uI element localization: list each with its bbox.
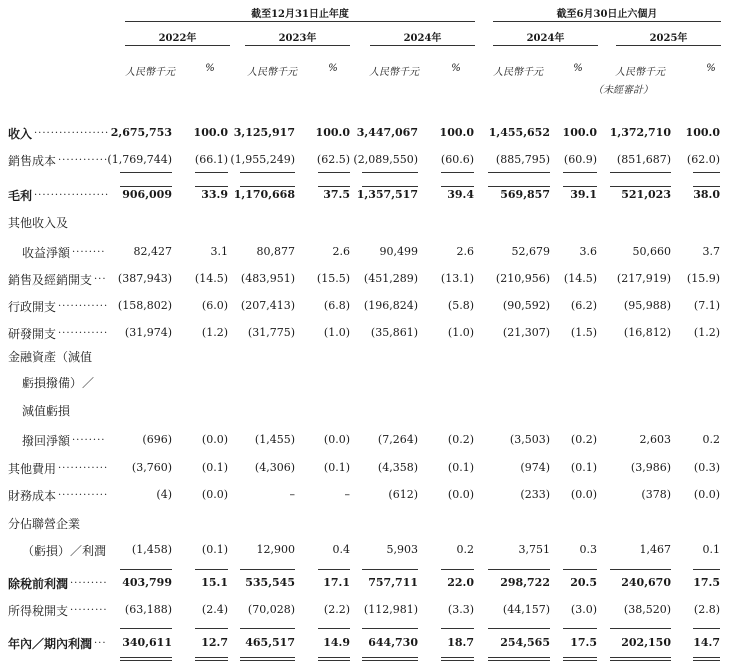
subtotal-rule: [693, 172, 720, 173]
subtotal-rule: [120, 186, 172, 187]
cell-pct-2025-6m: 0.1: [702, 543, 720, 556]
row-label: 財務成本: [8, 489, 57, 503]
cell-amount-2024: 757,711: [368, 576, 418, 589]
cell-amount-2023: (31,775): [247, 326, 295, 339]
total-double-rule: [362, 657, 418, 658]
cell-amount-2022: 82,427: [133, 245, 172, 258]
total-double-rule: [563, 660, 597, 661]
cell-amount-2025-6m: 240,670: [621, 576, 671, 589]
dot-leader: .........: [70, 575, 108, 586]
cell-amount-2023: 535,545: [245, 576, 295, 589]
cell-pct-2023: 0.4: [332, 543, 350, 556]
cell-amount-2023: (1,455): [254, 433, 295, 446]
cell-amount-2022: (63,188): [124, 603, 172, 616]
subtotal-rule: [563, 569, 597, 570]
cell-amount-2022: (1,458): [131, 543, 172, 556]
cell-amount-2024: 3,447,067: [356, 126, 418, 139]
subtotal-rule: [240, 628, 295, 629]
cell-amount-2024: 90,499: [379, 245, 418, 258]
cell-amount-2025-6m: 2,603: [639, 433, 671, 446]
cell-amount-2024: (112,981): [363, 603, 418, 616]
row-label: 所得稅開支: [8, 604, 69, 618]
cell-pct-2022: (0.1): [201, 543, 228, 556]
total-double-rule: [488, 657, 550, 658]
cell-pct-2025-6m: (2.8): [693, 603, 720, 616]
cell-pct-2022: (1.2): [201, 326, 228, 339]
total-double-rule: [195, 657, 228, 658]
cell-pct-2024-6m: (6.2): [570, 299, 597, 312]
subtotal-rule: [362, 569, 418, 570]
total-double-rule: [120, 657, 172, 658]
subtotal-rule: [441, 186, 474, 187]
row-label: 分佔聯營企業: [8, 517, 81, 531]
cell-amount-2025-6m: 521,023: [621, 188, 671, 201]
total-double-rule: [693, 657, 720, 658]
cell-amount-2025-6m: 50,660: [632, 245, 671, 258]
dot-leader: ............: [58, 152, 109, 163]
unit-amount-2025-6m: 人民幣千元: [615, 67, 665, 78]
cell-amount-2023: 3,125,917: [233, 126, 295, 139]
subtotal-rule: [693, 186, 720, 187]
cell-amount-2024-6m: 298,722: [500, 576, 550, 589]
cell-amount-2024-6m: 569,857: [500, 188, 550, 201]
cell-pct-2025-6m: 38.0: [693, 188, 720, 201]
row-label: （虧損）／利潤: [22, 544, 107, 558]
subtotal-rule: [120, 172, 172, 173]
total-double-rule: [240, 657, 295, 658]
cell-pct-2024: 100.0: [439, 126, 474, 139]
cell-amount-2024-6m: (210,956): [495, 272, 550, 285]
cell-amount-2022: (31,974): [124, 326, 172, 339]
subtotal-rule: [563, 628, 597, 629]
cell-pct-2023: –: [344, 488, 350, 501]
cell-amount-2022: 906,009: [122, 188, 172, 201]
dot-leader: ........: [72, 244, 106, 255]
cell-amount-2023: 12,900: [256, 543, 295, 556]
cell-amount-2024: (2,089,550): [353, 153, 418, 166]
unit-amount-2024: 人民幣千元: [369, 67, 419, 78]
cell-amount-2022: 2,675,753: [110, 126, 172, 139]
total-double-rule: [563, 657, 597, 658]
cell-pct-2024: 39.4: [447, 188, 474, 201]
cell-pct-2023: 2.6: [332, 245, 350, 258]
subtotal-rule: [318, 172, 350, 173]
total-double-rule: [441, 660, 474, 661]
cell-amount-2024: 644,730: [368, 636, 418, 649]
cell-pct-2022: 15.1: [201, 576, 228, 589]
dot-leader: ............: [58, 298, 109, 309]
cell-pct-2024-6m: 100.0: [562, 126, 597, 139]
cell-pct-2025-6m: (7.1): [693, 299, 720, 312]
row-label: 毛利: [8, 189, 33, 203]
subtotal-rule: [195, 186, 228, 187]
cell-amount-2023: (207,413): [240, 299, 295, 312]
cell-amount-2022: (696): [142, 433, 172, 446]
cell-pct-2025-6m: (62.0): [686, 153, 720, 166]
cell-pct-2023: (2.2): [323, 603, 350, 616]
row-label: 除稅前利潤: [8, 577, 69, 591]
year-header-2022: 2022年: [158, 33, 197, 44]
unaudited-note: （未經審計）: [593, 85, 653, 96]
cell-pct-2024-6m: (1.5): [570, 326, 597, 339]
cell-pct-2022: (0.1): [201, 461, 228, 474]
cell-pct-2022: (2.4): [201, 603, 228, 616]
cell-amount-2022: 403,799: [122, 576, 172, 589]
dot-leader: .........: [70, 602, 108, 613]
group-rule-fiscal-year: [125, 21, 475, 22]
subtotal-rule: [318, 628, 350, 629]
unit-pct-2022: %: [205, 63, 215, 74]
year-rule-2025-6m: [616, 45, 721, 46]
total-double-rule: [318, 660, 350, 661]
total-double-rule: [362, 660, 418, 661]
cell-pct-2024-6m: (0.1): [570, 461, 597, 474]
cell-pct-2024: 18.7: [447, 636, 474, 649]
subtotal-rule: [120, 569, 172, 570]
cell-amount-2022: (4): [156, 488, 172, 501]
subtotal-rule: [195, 628, 228, 629]
total-double-rule: [693, 660, 720, 661]
cell-pct-2022: (6.0): [201, 299, 228, 312]
cell-pct-2024-6m: 39.1: [570, 188, 597, 201]
cell-amount-2024-6m: 254,565: [500, 636, 550, 649]
cell-pct-2024: 22.0: [447, 576, 474, 589]
row-label: 其他收入及: [8, 216, 69, 230]
row-label: 收益淨額: [22, 246, 71, 260]
subtotal-rule: [693, 569, 720, 570]
cell-pct-2022: 3.1: [210, 245, 228, 258]
cell-amount-2025-6m: (38,520): [623, 603, 671, 616]
subtotal-rule: [362, 628, 418, 629]
subtotal-rule: [610, 628, 671, 629]
row-label: 減值虧損: [22, 404, 71, 418]
cell-pct-2024-6m: (0.2): [570, 433, 597, 446]
cell-amount-2024-6m: (90,592): [502, 299, 550, 312]
total-double-rule: [240, 660, 295, 661]
cell-pct-2023: (15.5): [316, 272, 350, 285]
cell-amount-2024: (7,264): [377, 433, 418, 446]
cell-pct-2024-6m: 17.5: [570, 636, 597, 649]
year-header-2023: 2023年: [278, 33, 317, 44]
cell-pct-2023: 100.0: [315, 126, 350, 139]
subtotal-rule: [362, 172, 418, 173]
cell-amount-2024: (612): [388, 488, 418, 501]
subtotal-rule: [441, 172, 474, 173]
subtotal-rule: [610, 186, 671, 187]
cell-pct-2023: (0.0): [323, 433, 350, 446]
unit-amount-2023: 人民幣千元: [247, 67, 297, 78]
group-rule-six-months: [493, 21, 721, 22]
subtotal-rule: [610, 569, 671, 570]
cell-amount-2024: (35,861): [370, 326, 418, 339]
cell-amount-2025-6m: (851,687): [616, 153, 671, 166]
cell-amount-2024-6m: (885,795): [495, 153, 550, 166]
cell-amount-2023: 465,517: [245, 636, 295, 649]
cell-pct-2024: (0.1): [447, 461, 474, 474]
cell-amount-2024-6m: 1,455,652: [488, 126, 550, 139]
year-rule-2022: [125, 45, 230, 46]
cell-pct-2024: (13.1): [440, 272, 474, 285]
cell-amount-2024-6m: (44,157): [502, 603, 550, 616]
cell-pct-2025-6m: (0.0): [693, 488, 720, 501]
cell-pct-2022: (0.0): [201, 433, 228, 446]
unit-amount-2024-6m: 人民幣千元: [493, 67, 543, 78]
cell-amount-2025-6m: 202,150: [621, 636, 671, 649]
group-title-six-months: 截至6月30日止六個月: [556, 9, 658, 20]
cell-amount-2023: –: [289, 488, 295, 501]
cell-amount-2024-6m: (233): [520, 488, 550, 501]
dot-leader: ...: [94, 271, 107, 282]
cell-amount-2024-6m: 3,751: [518, 543, 550, 556]
row-label: 其他費用: [8, 462, 57, 476]
subtotal-rule: [240, 172, 295, 173]
total-double-rule: [610, 660, 671, 661]
unit-amount-2022: 人民幣千元: [125, 67, 175, 78]
cell-amount-2023: 1,170,668: [233, 188, 295, 201]
cell-pct-2022: (0.0): [201, 488, 228, 501]
cell-amount-2023: (1,955,249): [230, 153, 295, 166]
cell-amount-2022: (3,760): [131, 461, 172, 474]
cell-amount-2025-6m: (16,812): [623, 326, 671, 339]
unit-pct-2025-6m: %: [706, 63, 716, 74]
unit-pct-2024: %: [451, 63, 461, 74]
row-label: 撥回淨額: [22, 434, 71, 448]
total-double-rule: [318, 657, 350, 658]
cell-amount-2024: (451,289): [363, 272, 418, 285]
cell-amount-2022: (1,769,744): [107, 153, 172, 166]
year-rule-2024-6m: [493, 45, 598, 46]
unit-pct-2023: %: [328, 63, 338, 74]
total-double-rule: [120, 660, 172, 661]
cell-pct-2024-6m: (14.5): [563, 272, 597, 285]
cell-amount-2025-6m: 1,372,710: [609, 126, 671, 139]
subtotal-rule: [488, 186, 550, 187]
subtotal-rule: [488, 628, 550, 629]
subtotal-rule: [240, 186, 295, 187]
row-label: 年內／期內利潤: [8, 637, 93, 651]
cell-pct-2022: (14.5): [194, 272, 228, 285]
cell-pct-2024: (0.2): [447, 433, 474, 446]
subtotal-rule: [488, 569, 550, 570]
cell-amount-2024: 5,903: [386, 543, 418, 556]
row-label: 研發開支: [8, 327, 57, 341]
cell-pct-2024: 2.6: [456, 245, 474, 258]
cell-amount-2024: (4,358): [377, 461, 418, 474]
row-label: 行政開支: [8, 300, 57, 314]
cell-amount-2024-6m: (21,307): [502, 326, 550, 339]
cell-pct-2025-6m: 100.0: [685, 126, 720, 139]
cell-pct-2023: (62.5): [316, 153, 350, 166]
subtotal-rule: [563, 172, 597, 173]
cell-pct-2022: 33.9: [201, 188, 228, 201]
subtotal-rule: [318, 186, 350, 187]
total-double-rule: [195, 660, 228, 661]
cell-pct-2024: (3.3): [447, 603, 474, 616]
cell-amount-2023: (483,951): [240, 272, 295, 285]
cell-pct-2024: (1.0): [447, 326, 474, 339]
cell-pct-2024-6m: 3.6: [579, 245, 597, 258]
group-title-fiscal-year: 截至12月31日止年度: [251, 9, 349, 20]
cell-pct-2024-6m: 0.3: [579, 543, 597, 556]
cell-pct-2023: (1.0): [323, 326, 350, 339]
cell-pct-2023: (0.1): [323, 461, 350, 474]
cell-pct-2024: (5.8): [447, 299, 474, 312]
cell-amount-2023: 80,877: [256, 245, 295, 258]
subtotal-rule: [318, 569, 350, 570]
cell-pct-2025-6m: (1.2): [693, 326, 720, 339]
subtotal-rule: [195, 172, 228, 173]
year-header-2025-6m: 2025年: [649, 33, 688, 44]
cell-pct-2025-6m: 3.7: [702, 245, 720, 258]
row-label: 銷售成本: [8, 154, 57, 168]
cell-pct-2023: 17.1: [323, 576, 350, 589]
subtotal-rule: [195, 569, 228, 570]
year-rule-2023: [245, 45, 350, 46]
cell-pct-2024-6m: 20.5: [570, 576, 597, 589]
cell-pct-2022: 12.7: [201, 636, 228, 649]
cell-amount-2025-6m: (217,919): [616, 272, 671, 285]
cell-pct-2025-6m: 17.5: [693, 576, 720, 589]
cell-amount-2022: (158,802): [117, 299, 172, 312]
subtotal-rule: [441, 569, 474, 570]
year-header-2024: 2024年: [403, 33, 442, 44]
row-label: 銷售及經銷開支: [8, 273, 93, 287]
cell-pct-2023: (6.8): [323, 299, 350, 312]
total-double-rule: [488, 660, 550, 661]
cell-amount-2022: (387,943): [117, 272, 172, 285]
cell-pct-2023: 14.9: [323, 636, 350, 649]
cell-pct-2022: 100.0: [193, 126, 228, 139]
year-rule-2024: [370, 45, 475, 46]
dot-leader: ............: [58, 460, 109, 471]
cell-amount-2025-6m: (95,988): [623, 299, 671, 312]
cell-amount-2022: 340,611: [122, 636, 172, 649]
cell-amount-2023: (70,028): [247, 603, 295, 616]
cell-amount-2025-6m: (3,986): [630, 461, 671, 474]
cell-amount-2024-6m: 52,679: [511, 245, 550, 258]
row-label: 金融資產（減值: [8, 350, 93, 364]
subtotal-rule: [441, 628, 474, 629]
subtotal-rule: [563, 186, 597, 187]
cell-pct-2024: 0.2: [456, 543, 474, 556]
total-double-rule: [441, 657, 474, 658]
cell-pct-2025-6m: 0.2: [702, 433, 720, 446]
dot-leader: ..................: [34, 125, 110, 136]
dot-leader: ..................: [34, 187, 110, 198]
cell-pct-2024: (0.0): [447, 488, 474, 501]
cell-amount-2024-6m: (974): [520, 461, 550, 474]
subtotal-rule: [120, 628, 172, 629]
cell-pct-2022: (66.1): [194, 153, 228, 166]
cell-amount-2025-6m: (378): [641, 488, 671, 501]
cell-amount-2024: 1,357,517: [356, 188, 418, 201]
cell-pct-2023: 37.5: [323, 188, 350, 201]
cell-amount-2023: (4,306): [254, 461, 295, 474]
subtotal-rule: [488, 172, 550, 173]
subtotal-rule: [693, 628, 720, 629]
year-header-2024-6m: 2024年: [526, 33, 565, 44]
cell-pct-2024-6m: (0.0): [570, 488, 597, 501]
row-label: 收入: [8, 127, 33, 141]
cell-amount-2025-6m: 1,467: [639, 543, 671, 556]
cell-amount-2024-6m: (3,503): [509, 433, 550, 446]
cell-pct-2025-6m: (0.3): [693, 461, 720, 474]
cell-pct-2025-6m: (15.9): [686, 272, 720, 285]
total-double-rule: [610, 657, 671, 658]
subtotal-rule: [240, 569, 295, 570]
cell-amount-2024: (196,824): [363, 299, 418, 312]
cell-pct-2024: (60.6): [440, 153, 474, 166]
dot-leader: ............: [58, 325, 109, 336]
dot-leader: ........: [72, 432, 106, 443]
cell-pct-2025-6m: 14.7: [693, 636, 720, 649]
subtotal-rule: [362, 186, 418, 187]
cell-pct-2024-6m: (3.0): [570, 603, 597, 616]
subtotal-rule: [610, 172, 671, 173]
cell-pct-2024-6m: (60.9): [563, 153, 597, 166]
unit-pct-2024-6m: %: [573, 63, 583, 74]
dot-leader: ............: [58, 487, 109, 498]
row-label: 虧損撥備）／: [22, 376, 95, 390]
dot-leader: ...: [94, 635, 107, 646]
